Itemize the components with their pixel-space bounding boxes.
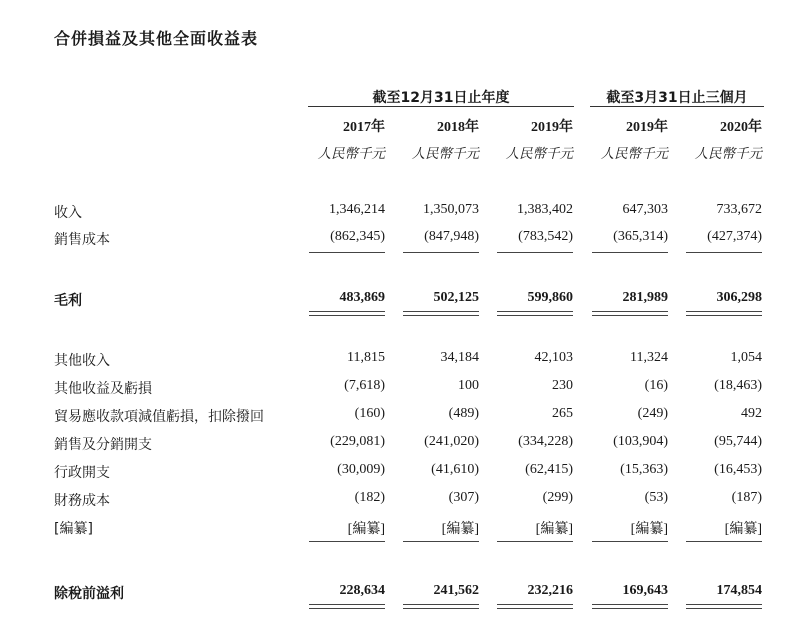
cell-value: (103,904): [613, 434, 668, 449]
cell-value: 100: [458, 378, 479, 393]
subtotal-rule: [403, 541, 479, 542]
cell-value: (187): [731, 490, 762, 505]
subtotal-rule: [309, 541, 385, 542]
cell-value: (299): [542, 490, 573, 505]
total-double-rule: [592, 604, 668, 609]
cell-value: [編纂]: [630, 522, 668, 537]
row-label: 其他收入: [54, 353, 110, 369]
cell-value: (18,463): [714, 378, 762, 393]
cell-value: (862,345): [330, 229, 385, 244]
cell-value: 483,869: [339, 290, 385, 305]
total-double-rule: [309, 311, 385, 316]
subtotal-rule: [686, 252, 762, 253]
year-header: 2018年: [437, 120, 479, 135]
cell-value: (160): [354, 406, 385, 421]
year-header: 2019年: [531, 120, 573, 135]
cell-value: 306,298: [716, 290, 762, 305]
group-header-underline: [308, 106, 574, 107]
year-header: 2019年: [626, 120, 668, 135]
cell-value: (16,453): [714, 462, 762, 477]
cell-value: 599,860: [527, 290, 573, 305]
cell-value: 42,103: [534, 350, 573, 365]
year-header: 2017年: [343, 120, 385, 135]
cell-value: 34,184: [440, 350, 479, 365]
row-label: 收入: [54, 205, 82, 221]
subtotal-rule: [592, 252, 668, 253]
currency-unit: 人民幣千元: [694, 146, 762, 162]
cell-value: (783,542): [518, 229, 573, 244]
row-label: 銷售及分銷開支: [54, 437, 152, 453]
total-double-rule: [686, 604, 762, 609]
cell-value: (16): [644, 378, 668, 393]
cell-value: (365,314): [613, 229, 668, 244]
cell-value: 1,054: [730, 350, 762, 365]
cell-value: (53): [644, 490, 668, 505]
subtotal-rule: [403, 252, 479, 253]
cell-value: (182): [354, 490, 385, 505]
cell-value: (229,081): [330, 434, 385, 449]
statement-title: 合併損益及其他全面收益表: [54, 29, 259, 48]
cell-value: (30,009): [337, 462, 385, 477]
subtotal-rule: [686, 541, 762, 542]
cell-value: 169,643: [622, 583, 668, 598]
subtotal-rule: [592, 541, 668, 542]
currency-unit: 人民幣千元: [317, 146, 385, 162]
cell-value: [編纂]: [441, 522, 479, 537]
total-double-rule: [497, 604, 573, 609]
row-label: 行政開支: [54, 465, 110, 481]
row-label: 毛利: [54, 293, 82, 309]
total-double-rule: [403, 604, 479, 609]
cell-value: 1,346,214: [329, 202, 385, 217]
cell-value: 733,672: [716, 202, 762, 217]
row-label: 貿易應收款項減值虧損，扣除撥回: [54, 409, 264, 425]
total-double-rule: [309, 604, 385, 609]
cell-value: (62,415): [525, 462, 573, 477]
cell-value: 241,562: [433, 583, 479, 598]
cell-value: 230: [552, 378, 573, 393]
currency-unit: 人民幣千元: [600, 146, 668, 162]
cell-value: (489): [448, 406, 479, 421]
cell-value: 492: [741, 406, 762, 421]
total-double-rule: [686, 311, 762, 316]
group-header-underline: [590, 106, 764, 107]
currency-unit: 人民幣千元: [505, 146, 573, 162]
cell-value: (847,948): [424, 229, 479, 244]
currency-unit: 人民幣千元: [411, 146, 479, 162]
group-header-year-ended: 截至12月31日止年度: [372, 90, 510, 106]
total-double-rule: [497, 311, 573, 316]
cell-value: 502,125: [433, 290, 479, 305]
cell-value: 647,303: [622, 202, 668, 217]
cell-value: 265: [552, 406, 573, 421]
row-label: [編纂]: [54, 521, 93, 537]
cell-value: 1,350,073: [423, 202, 479, 217]
cell-value: (241,020): [424, 434, 479, 449]
row-label: 財務成本: [54, 493, 110, 509]
cell-value: (7,618): [344, 378, 385, 393]
cell-value: [編纂]: [535, 522, 573, 537]
row-label: 其他收益及虧損: [54, 381, 152, 397]
year-header: 2020年: [720, 120, 762, 135]
cell-value: [編纂]: [347, 522, 385, 537]
total-double-rule: [403, 311, 479, 316]
row-label: 除稅前溢利: [54, 586, 124, 602]
row-label: 銷售成本: [54, 232, 110, 248]
cell-value: 228,634: [339, 583, 385, 598]
cell-value: 1,383,402: [517, 202, 573, 217]
total-double-rule: [592, 311, 668, 316]
group-header-three-months: 截至3月31日止三個月: [606, 90, 748, 106]
cell-value: (334,228): [518, 434, 573, 449]
cell-value: (95,744): [714, 434, 762, 449]
cell-value: [編纂]: [724, 522, 762, 537]
subtotal-rule: [497, 252, 573, 253]
cell-value: (41,610): [431, 462, 479, 477]
cell-value: (427,374): [707, 229, 762, 244]
cell-value: 174,854: [716, 583, 762, 598]
cell-value: 281,989: [622, 290, 668, 305]
subtotal-rule: [309, 252, 385, 253]
subtotal-rule: [497, 541, 573, 542]
cell-value: 11,815: [347, 350, 385, 365]
cell-value: (15,363): [620, 462, 668, 477]
cell-value: (307): [448, 490, 479, 505]
cell-value: (249): [637, 406, 668, 421]
cell-value: 232,216: [527, 583, 573, 598]
cell-value: 11,324: [630, 350, 668, 365]
